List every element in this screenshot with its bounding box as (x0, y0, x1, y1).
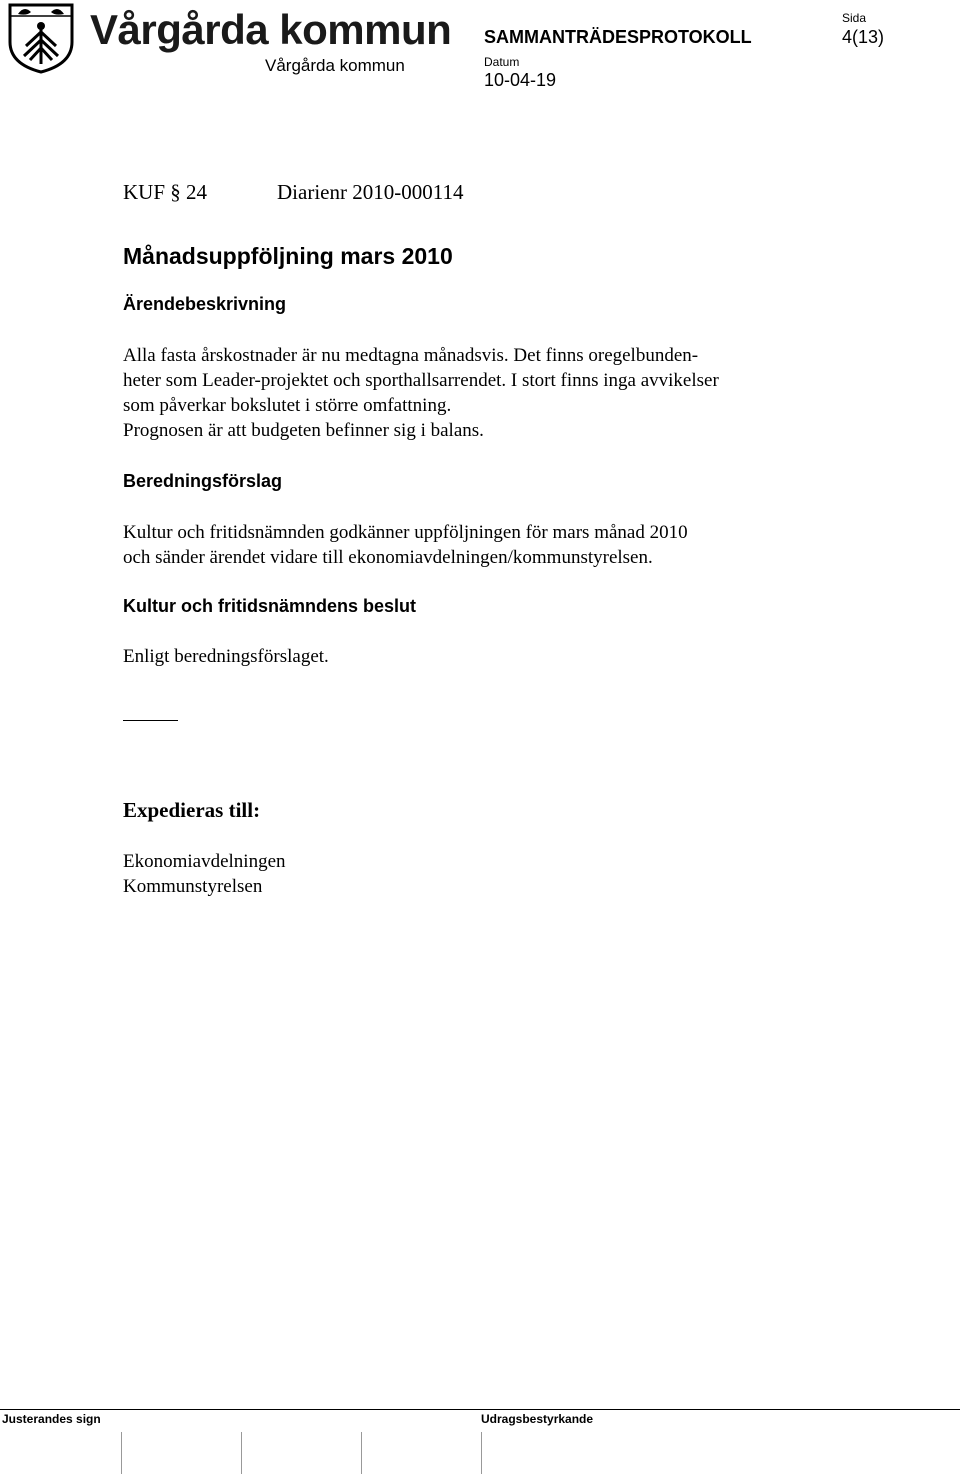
section-heading-expedieras: Expedieras till: (123, 798, 261, 822)
section-heading-beredning: Beredningsförslag (123, 471, 283, 491)
case-diarienr: Diarienr 2010-000114 (277, 180, 464, 204)
recipient-item: Kommunstyrelsen (123, 876, 263, 897)
recipient-item: Ekonomiavdelningen (123, 851, 286, 872)
body-line: Prognosen är att budgeten befinner sig i balans. (123, 420, 484, 441)
section-heading-beslut: Kultur och fritidsnämndens beslut (123, 596, 417, 616)
case-paragraph: KUF § 24 (123, 180, 208, 204)
page-label: Sida (842, 11, 867, 25)
section-body-beredning (123, 520, 843, 570)
page-number: 4(13) (842, 27, 885, 47)
section-body-arende (123, 343, 843, 443)
signature-box-divider (361, 1432, 362, 1474)
section-body-beslut: Enligt beredningsförslaget. (123, 646, 329, 667)
body-line: och sänder ärendet vidare till ekonomiavdelningen/kommunstyrelsen. (123, 547, 653, 568)
date-label: Datum (484, 55, 520, 69)
date-value: 10-04-19 (484, 70, 557, 90)
body-line: Kultur och fritidsnämnden godkänner uppföljningen för mars månad 2010 (123, 522, 688, 543)
body-line: som påverkar bokslutet i större omfattning. (123, 395, 452, 416)
case-reference (123, 180, 463, 205)
coat-of-arms-icon (6, 2, 76, 74)
footer-utdrag-label: Udragsbestyrkande (481, 1412, 594, 1426)
footer-divider (0, 1409, 960, 1410)
signature-box-divider (241, 1432, 242, 1474)
signature-box-divider (121, 1432, 122, 1474)
recipient-list (123, 849, 286, 899)
page-title: Månadsuppföljning mars 2010 (123, 243, 453, 269)
body-line: heter som Leader-projektet och sporthallsarrendet. I stort finns inga avvikelser (123, 370, 719, 391)
signature-box-divider (481, 1432, 482, 1474)
document-type: SAMMANTRÄDESPROTOKOLL (484, 27, 752, 47)
body-line: Alla fasta årskostnader är nu medtagna månadsvis. Det finns oregelbunden- (123, 345, 699, 366)
section-heading-arende: Ärendebeskrivning (123, 294, 287, 314)
footer-justerandes-label: Justerandes sign (2, 1412, 101, 1426)
municipality-name: Vårgårda kommun (265, 56, 405, 75)
separator-line (123, 720, 178, 721)
municipality-wordmark: Vårgårda kommun (90, 6, 452, 53)
